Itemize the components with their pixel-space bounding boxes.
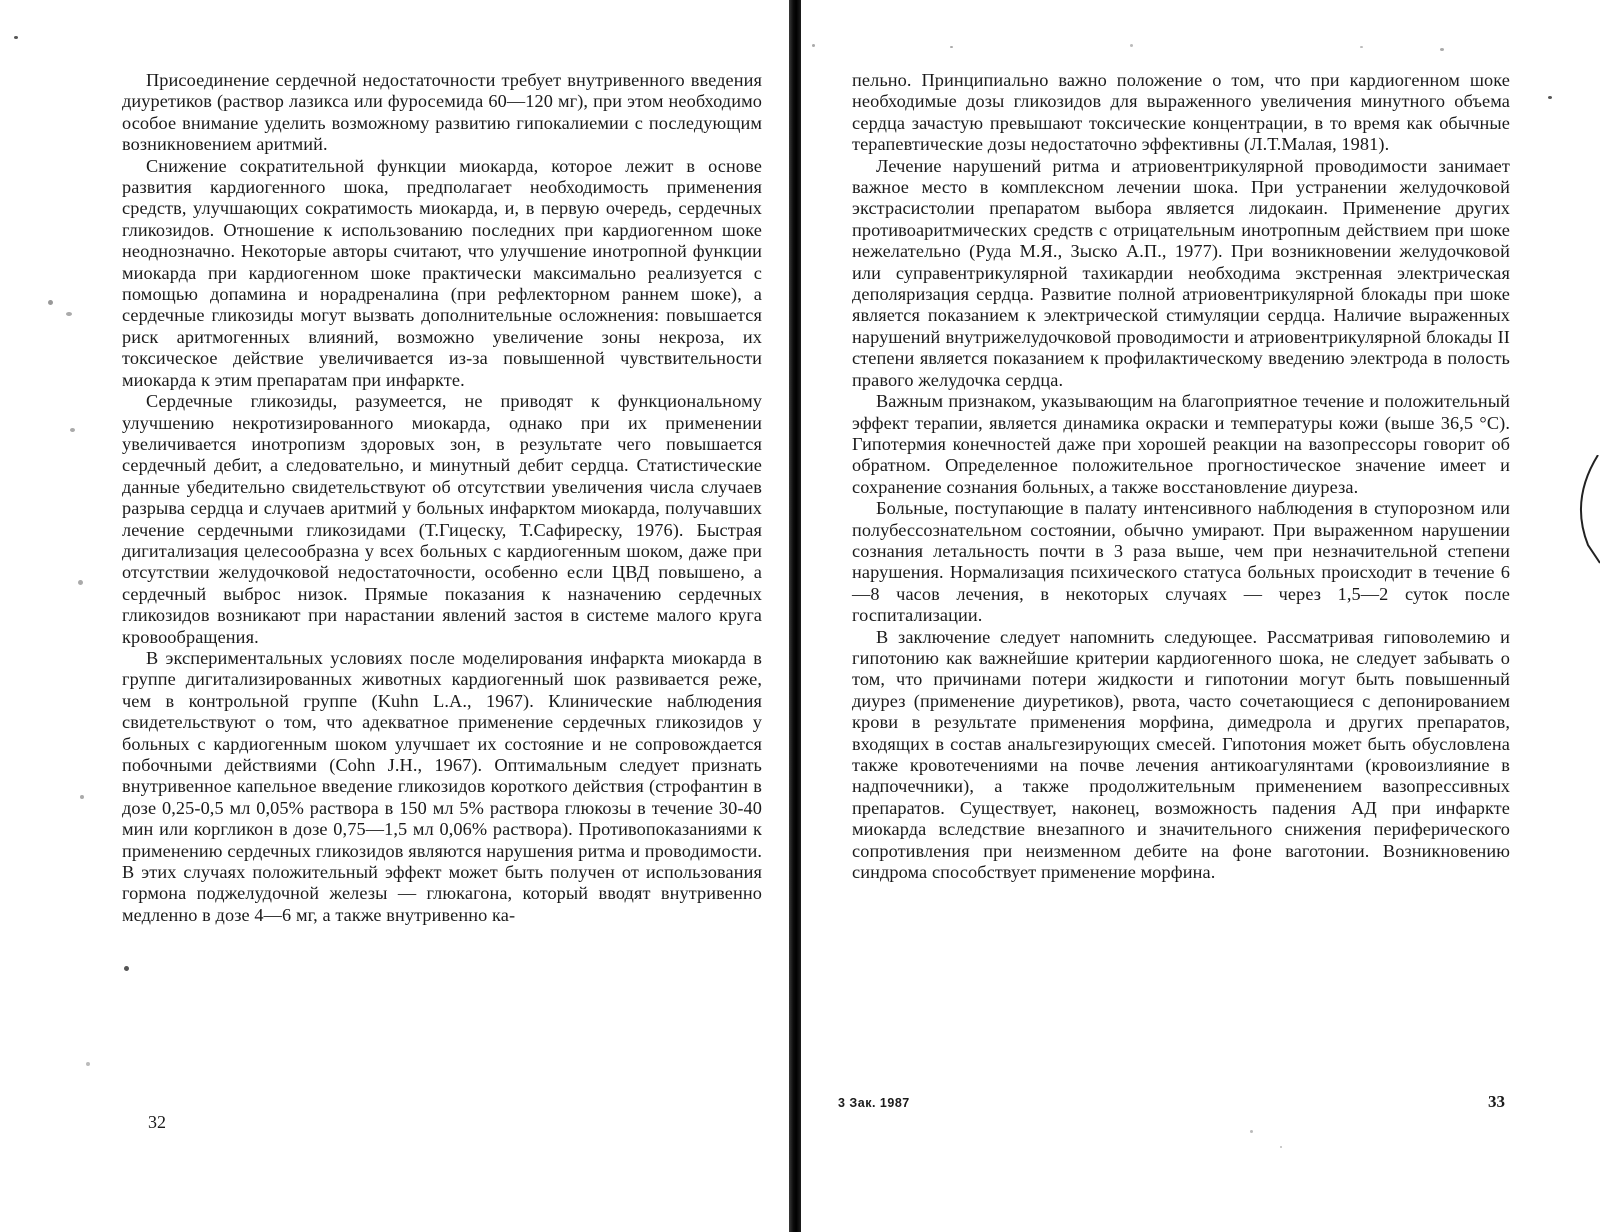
right-page	[800, 0, 1600, 1232]
scan-speck	[70, 428, 75, 432]
paragraph: Присоединение сердечной недостаточности требует внутривенного введения диуретиков (раствор лазикса или фуросемида 60—120 мг), при этом необходимо особое внимание уделить возможному развитию гипокалиемии с последующим возникновением аритмий.	[122, 70, 762, 155]
paragraph: В экспериментальных условиях после моделирования инфаркта миокарда в группе дигитализированных животных кардиогенный шок развивается реже, чем в контрольной группе (Kuhn L.A., 1967). Клинические наблюдения свидетельствуют о том, что адекватное применение сердечных гликозидов у больных с кардиогенным шоком улучшает их состояние и не сопровождается побочными действиями (Cohn J.H., 1967). Оптимальным следует признать внутривенное капельное введение гликозидов короткого действия (строфантин в дозе 0,25-0,5 мл 0,05% раствора в 150 мл 5% раствора глюкозы в течение 30-40 мин или коргликон в дозе 0,75—1,5 мл 0,06% раствора). Противопоказаниями к применению сердечных гликозидов являются нарушения ритма и проводимости. В этих случаях положительный эффект может быть получен от использования гормона поджелудочной железы — глюкагона, который вводят внутривенно медленно в дозе 4—6 мг, а также внутривенно ка-	[122, 647, 762, 925]
scan-speck	[1360, 46, 1363, 48]
page-number: 32	[148, 1112, 166, 1132]
page-number: 33	[1488, 1092, 1505, 1111]
scan-speck	[812, 44, 815, 47]
scan-speck	[1280, 1146, 1282, 1148]
paragraph: Больные, поступающие в палату интенсивного наблюдения в ступорозном или полубессознательном состоянии, обычно умирают. При выраженном нарушении сознания летальность почти в 3 раза выше, чем при незначительной степени нарушения. Нормализация психического статуса больных происходит в течение 6—8 часов лечения, в некоторых случаях — через 1,5—2 суток после госпитализации.	[852, 498, 1510, 626]
scan-speck	[78, 580, 83, 585]
page-edge-mark	[1560, 455, 1600, 565]
scan-speck	[124, 966, 129, 971]
scan-speck	[1250, 1130, 1253, 1133]
printer-signature-mark: 3 Зак. 1987	[838, 1096, 910, 1110]
scan-speck	[66, 312, 72, 316]
scan-speck	[86, 1062, 90, 1066]
scan-speck	[1130, 44, 1133, 47]
paragraph: Снижение сократительной функции миокарда, которое лежит в основе развития кардиогенного шока, предполагает необходимость применения средств, улучшающих сократимость миокарда, и, в первую очередь, сердечных гликозидов. Отношение к использованию последних при кардиогенном шоке неоднозначно. Некоторые авторы считают, что улучшение инотропной функции миокарда при кардиогенном шоке практически максимально реализуется с помощью допамина и норадреналина (при рефлекторном раннем шоке), а сердечные гликозиды могут вызвать дополнительные осложнения: повышается риск аритмогенных влияний, возможно увеличение зоны некроза, их токсическое действие увеличивается из-за повышенной чувствительности миокарда к этим препаратам при инфаркте.	[122, 155, 762, 390]
paragraph: Сердечные гликозиды, разумеется, не приводят к функциональному улучшению некротизированного миокарда, однако при их применении увеличивается инотропизм здоровых зон, в результате чего повышается сердечный дебит, а следовательно, и минутный дебит сердца. Статистические данные убедительно свидетельствуют об отсутствии увеличения числа случаев разрыва сердца и случаев аритмий у больных инфарктом миокарда, получавших лечение сердечными гликозидами (Т.Гицеску, Т.Сафиреску, 1976). Быстрая дигитализация целесообразна у всех больных с кардиогенным шоком, даже при отсутствии желудочковой недостаточности, особенно если ЦВД повышено, а сердечный выброс низок. Прямые показания к назначению сердечных гликозидов возникают при нарастании явлений застоя в системе малого круга кровообращения.	[122, 391, 762, 647]
scan-speck	[1440, 48, 1444, 51]
left-text-column	[122, 70, 762, 926]
paragraph: Лечение нарушений ритма и атриовентрикулярной проводимости занимает важное место в комплексном лечении шока. При устранении желудочковой экстрасистолии препаратом выбора является лидокаин. Применение других противоаритмических средств с отрицательным инотропным действием при шоке нежелательно (Руда М.Я., Зыско А.П., 1977). При возникновении желудочковой или суправентрикулярной тахикардии необходима экстренная электрическая деполяризация сердца. Развитие полной атриовентрикулярной блокады при шоке является показанием к электрической стимуляции сердца. Наличие выраженных нарушений внутрижелудочковой проводимости и атриовентрикулярной блокады II степени является показанием к профилактическому введению электрода в полость правого желудочка сердца.	[852, 155, 1510, 390]
paragraph: пельно. Принципиально важно положение о том, что при кардиогенном шоке необходимые дозы гликозидов для выраженного увеличения минутного объема сердца зачастую превышают токсические концентрации, в то время как обычные терапевтические дозы недостаточно эффективны (Л.Т.Малая, 1981).	[852, 70, 1510, 155]
right-text-column	[852, 70, 1510, 883]
paragraph: Важным признаком, указывающим на благоприятное течение и положительный эффект терапии, является динамика окраски и температуры кожи (выше 36,5 °С). Гипотермия конечностей даже при хорошей реакции на вазопрессоры говорит об обратном. Определенное положительное прогностическое значение имеет и сохранение сознания больных, а также восстановление диуреза.	[852, 391, 1510, 497]
scan-speck	[14, 36, 18, 39]
scan-speck	[1548, 96, 1552, 99]
paragraph: В заключение следует напомнить следующее. Рассматривая гиповолемию и гипотонию как важнейшие критерии кардиогенного шока, не следует забывать о том, что причинами потери жидкости и гипотонии могут быть повышенный диурез (применение диуретиков), рвота, часто сочетающиеся с депонированием крови в результате применения морфина, димедрола и других препаратов, входящих в состав анальгезирующих смесей. Гипотония может быть обусловлена также кровотечениями на почве лечения антикоагулянтами (кровоизлияние в надпочечники), а также продолжительным применением вазопрессивных препаратов. Существует, наконец, возможность падения АД при инфаркте миокарда вследствие внезапного и значительного снижения периферического сопротивления при неизменном дебите на фоне ваготонии. Возникновению синдрома способствует применение морфина.	[852, 626, 1510, 883]
scan-speck	[950, 46, 953, 48]
scan-speck	[48, 300, 53, 305]
scan-speck	[80, 795, 84, 799]
